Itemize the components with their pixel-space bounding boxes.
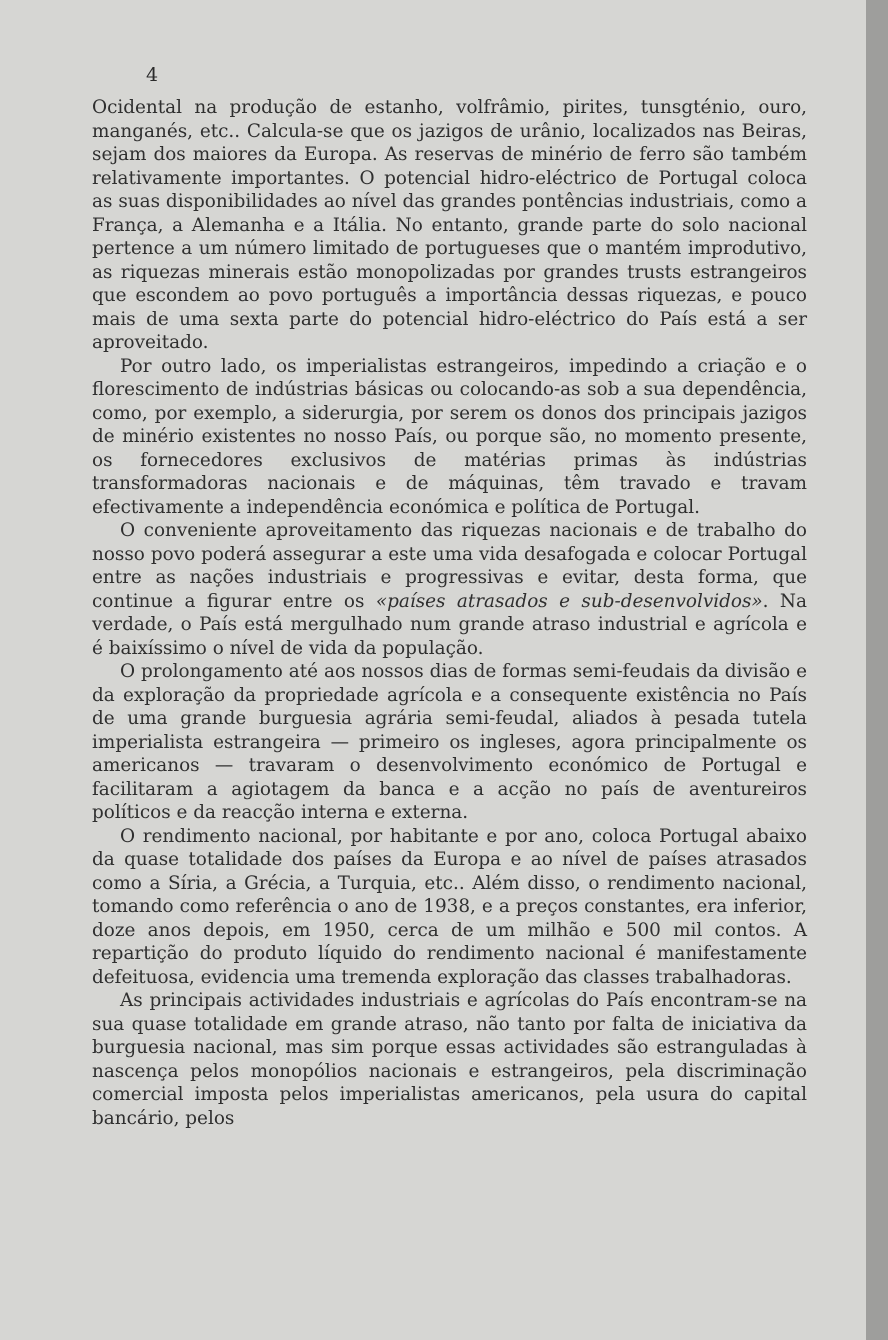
paragraph-1: Ocidental na produção de estanho, volfrâmio, pirites, tunsgténio, ouro, manganés, etc.. Calcula-se que os jazigos de urânio, localizados nas Beiras, sejam dos maiores da Europa. As reservas de minério de ferro são também relativamente importantes. O potencial hidro-eléctrico de Portugal coloca as suas disponibilidades ao nível das grandes pontências industriais, como a França, a Alemanha e a Itália. No entanto, grande parte do solo nacional pertence a um número limitado de portugueses que o mantém improdutivo, as riquezas minerais estão monopolizadas por grandes trusts estrangeiros que escondem ao povo português a importância dessas riquezas, e pouco mais de uma sexta parte do potencial hidro-eléctrico do País está a ser aproveitado. — [92, 97, 807, 353]
paragraph-3-before: O conveniente aproveitamento das riquezas nacionais e de trabalho do nosso povo poderá assegurar a este uma vida desafogada e colocar Portugal entre as nações industriais e progressivas e evitar, desta forma, que continue a figurar entre os — [92, 520, 807, 612]
page-number: 4 — [146, 64, 159, 86]
paragraph-2: Por outro lado, os imperialistas estrangeiros, impedindo a criação e o florescimento de indústrias básicas ou colocando-as sob a sua dependência, como, por exemplo, a siderurgia, por serem os donos dos principais jazigos de minério existentes no nosso País, ou porque são, no momento presente, os fornecedores exclusivos de matérias primas às indústrias transformadoras nacionais e de máquinas, têm travado e travam efectivamente a independência económica e política de Portugal. — [92, 355, 807, 518]
paragraph-3-after: . Na verdade, o País está mergulhado num grande atraso industrial e agrícola e é baixíssimo o nível de vida da população. — [92, 590, 807, 659]
paragraph-3 — [92, 519, 807, 660]
paragraph-5: O rendimento nacional, por habitante e por ano, coloca Portugal abaixo da quase totalidade dos países da Europa e ao nível de países atrasados como a Síria, a Grécia, a Turquia, etc.. Além disso, o rendimento nacional, tomando como referência o ano de 1938, e a preços constantes, era inferior, doze anos depois, em 1950, cerca de um milhão e 500 mil contos. A repartição do produto líquido do rendimento nacional é manifestamente defeituosa, evidencia uma tremenda exploração das classes trabalhadoras. — [92, 825, 807, 988]
paragraph-4: O prolongamento até aos nossos dias de formas semi-feudais da divisão e da exploração da propriedade agrícola e a consequente existência no País de uma grande burguesia agrária semi-feudal, aliados à pesada tutela imperialista estrangeira — primeiro os ingleses, agora principalmente os americanos — travaram o desenvolvimento económico de Portugal e facilitaram a agiotagem da banca e a acção no país de aventureiros políticos e da reacção interna e externa. — [92, 661, 807, 823]
paragraph-6: As principais actividades industriais e agrícolas do País encontram-se na sua quase totalidade em grande atraso, não tanto por falta de iniciativa da burguesia nacional, mas sim porque essas actividades são estranguladas à nascença pelos monopólios nacionais e estrangeiros, pela discriminação comercial imposta pelos imperialistas americanos, pela usura do capital bancário, pelos — [92, 990, 807, 1129]
emphasis-phrase: «países atrasados e sub-desenvolvidos» — [375, 590, 763, 612]
body-text — [92, 96, 807, 1130]
page-edge — [866, 0, 888, 1340]
